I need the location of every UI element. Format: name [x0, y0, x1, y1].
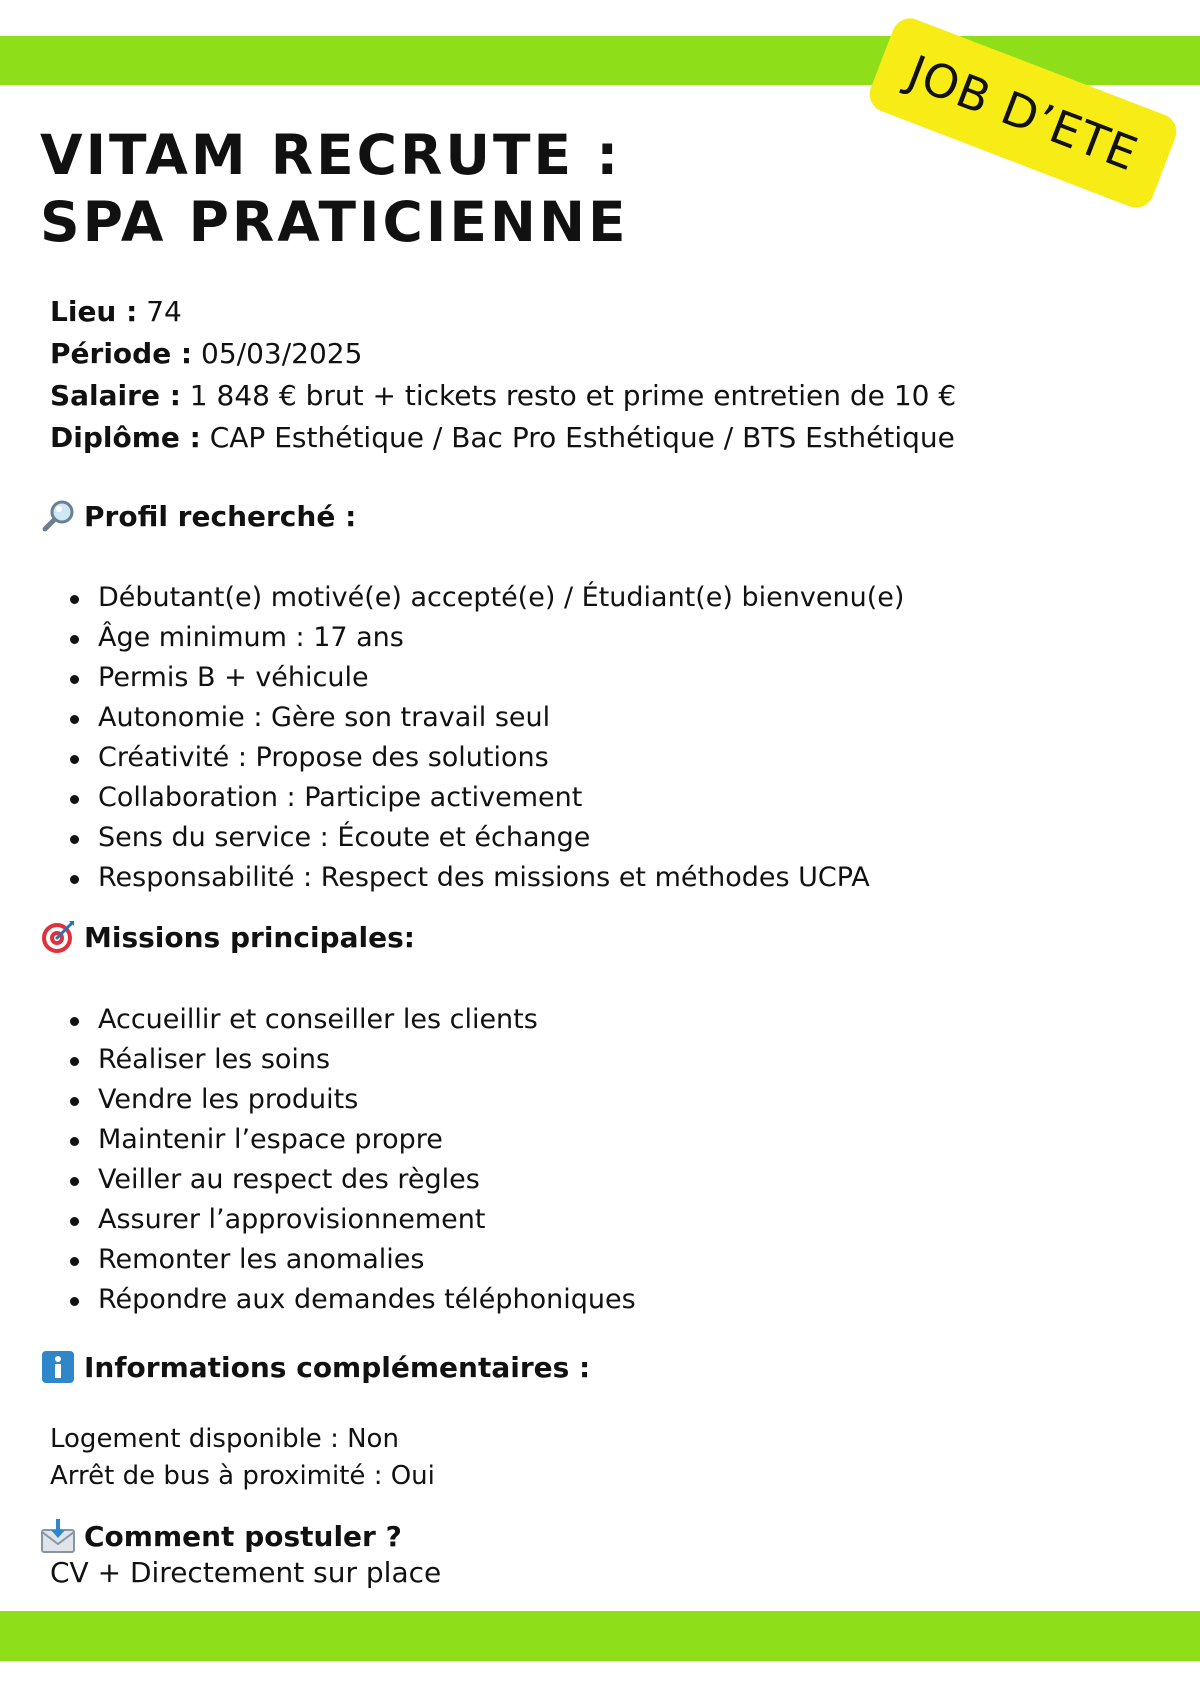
list-item: Âge minimum : 17 ans [68, 618, 904, 658]
diplome-label: Diplôme : [50, 421, 201, 454]
infos-details [50, 1421, 435, 1495]
info-lieu [50, 291, 956, 333]
postuler-heading [40, 1518, 402, 1554]
list-item: Veiller au respect des règles [68, 1160, 636, 1200]
list-item: Collaboration : Participe activement [68, 778, 904, 818]
salaire-value: 1 848 € brut + tickets resto et prime entretien de 10 € [180, 379, 957, 412]
list-item: Débutant(e) motivé(e) accepté(e) / Étudiant(e) bienvenu(e) [68, 578, 904, 618]
list-item: Répondre aux demandes téléphoniques [68, 1280, 636, 1320]
info-diplome [50, 417, 956, 459]
periode-value: 05/03/2025 [192, 337, 363, 370]
target-icon [40, 919, 76, 955]
infos-heading-text: Informations complémentaires : [84, 1350, 591, 1384]
bottom-green-bar [0, 1611, 1200, 1661]
magnifier-icon [40, 498, 76, 534]
info-periode [50, 333, 956, 375]
list-item: Responsabilité : Respect des missions et méthodes UCPA [68, 858, 904, 898]
title-line-1: VITAM RECRUTE : [40, 123, 622, 187]
list-item: Autonomie : Gère son travail seul [68, 698, 904, 738]
lieu-value: 74 [137, 295, 182, 328]
page-title [40, 122, 629, 256]
list-item: Maintenir l’espace propre [68, 1120, 636, 1160]
missions-heading [40, 919, 415, 955]
postuler-text: CV + Directement sur place [50, 1556, 442, 1589]
profil-heading [40, 498, 356, 534]
missions-list [68, 1000, 636, 1320]
missions-heading-text: Missions principales: [84, 920, 415, 954]
list-item: Accueillir et conseiller les clients [68, 1000, 636, 1040]
list-item: Permis B + véhicule [68, 658, 904, 698]
profil-list [68, 578, 904, 898]
lieu-label: Lieu : [50, 295, 138, 328]
info-salaire [50, 375, 956, 417]
logement-line: Logement disponible : Non [50, 1424, 399, 1454]
list-item: Vendre les produits [68, 1080, 636, 1120]
list-item: Remonter les anomalies [68, 1240, 636, 1280]
infos-heading [40, 1349, 590, 1385]
bus-line: Arrêt de bus à proximité : Oui [50, 1461, 435, 1491]
job-info [50, 291, 956, 459]
list-item: Assurer l’approvisionnement [68, 1200, 636, 1240]
title-line-2: SPA PRATICIENNE [40, 190, 629, 254]
salaire-label: Salaire : [50, 379, 181, 412]
list-item: Créativité : Propose des solutions [68, 738, 904, 778]
postuler-heading-text: Comment postuler ? [84, 1519, 402, 1553]
profil-heading-text: Profil recherché : [84, 499, 357, 533]
list-item: Réaliser les soins [68, 1040, 636, 1080]
job-ete-badge: JOB D’ETE [864, 13, 1181, 213]
periode-label: Période : [50, 337, 193, 370]
envelope-icon [40, 1518, 76, 1554]
info-icon [40, 1349, 76, 1385]
diplome-value: CAP Esthétique / Bac Pro Esthétique / BTS Esthétique [200, 421, 955, 454]
list-item: Sens du service : Écoute et échange [68, 818, 904, 858]
